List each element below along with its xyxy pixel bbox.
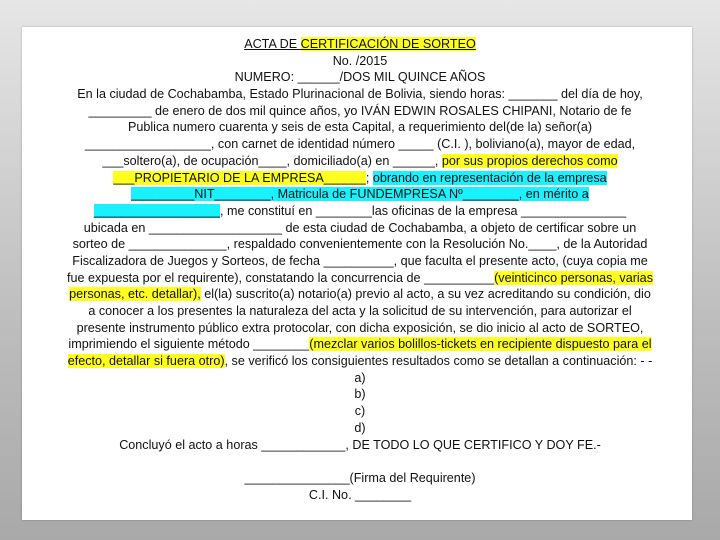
- body-line: [27, 420, 693, 437]
- body-line: [27, 170, 693, 187]
- text-segment: a): [354, 370, 366, 385]
- body-line: [27, 220, 693, 237]
- highlighted-text: _________NIT________, Matricula de FUNDEMPRESA Nº________, en mérito a: [131, 187, 589, 202]
- body-line: [27, 236, 693, 253]
- text-segment: , me constituí en ________las oficinas de la empresa _______________: [219, 203, 627, 218]
- text-segment: ___soltero(a), de ocupación____, domiciliado(a) en ______,: [102, 153, 442, 168]
- highlighted-text: personas, etc. detallar),: [69, 287, 201, 302]
- highlighted-text: por sus propios derechos como: [441, 153, 618, 168]
- body-line: [27, 336, 693, 353]
- body-line: [27, 286, 693, 303]
- body-line: [27, 186, 693, 203]
- body-line: [27, 270, 693, 287]
- document-body: [27, 36, 693, 503]
- highlighted-text: (veinticinco personas, varias: [494, 270, 653, 285]
- text-segment: presente instrumento público extra protocolar, con dicha exposición, se dio inicio al acto de SORTEO,: [76, 320, 644, 335]
- highlighted-text: obrando en representación de la empresa: [372, 170, 607, 185]
- text-segment: Publica numero cuarenta y seis de esta Capital, a requerimiento del(de la) señor(a): [127, 120, 593, 135]
- body-text: [27, 86, 693, 453]
- highlighted-text: __________________: [93, 203, 220, 218]
- text-segment: __________________, con carnet de identidad número _____ (C.I. ), boliviano(a), mayor de edad,: [84, 137, 636, 152]
- highlighted-text: (mezclar varios bolillos-tickets en recipiente dispuesto para el: [309, 337, 652, 352]
- text-segment: Concluyó el acto a horas ____________, DE TODO LO QUE CERTIFICO Y DOY FE.-: [119, 437, 601, 452]
- body-line: [27, 403, 693, 420]
- text-segment: sorteo de ______________, respaldado convenientemente con la Resolución No.____, de la Autoridad: [72, 237, 648, 252]
- body-line: [27, 103, 693, 120]
- text-segment: En la ciudad de Cochabamba, Estado Plurinacional de Bolivia, siendo horas: _______ del día de hoy,: [77, 87, 643, 102]
- text-segment: fue expuesta por el requirente), constatando la concurrencia de __________: [67, 270, 495, 285]
- highlighted-text: efecto, detallar si fuera otro): [67, 354, 225, 369]
- text-segment: a conocer a los presentes la naturaleza del acta y la solicitud de su intervención, para autorizar el: [88, 304, 632, 318]
- body-line: [27, 353, 693, 370]
- body-line: [27, 119, 693, 136]
- body-line: [27, 153, 693, 170]
- ci-line: C.I. No. ________: [308, 487, 412, 502]
- text-segment: d): [354, 420, 366, 435]
- body-line: [27, 370, 693, 387]
- signature-line: _______________(Firma del Requirente): [244, 470, 476, 485]
- body-line: [27, 203, 693, 220]
- numero-line: NUMERO: ______/DOS MIL QUINCE AÑOS: [234, 70, 486, 85]
- number-line: No. /2015: [332, 53, 388, 68]
- title-line: [27, 36, 693, 53]
- blank-line: [27, 453, 693, 470]
- text-segment: ;: [365, 170, 373, 185]
- title-prefix: ACTA DE: [244, 37, 301, 51]
- body-line: [27, 253, 693, 270]
- text-segment: c): [354, 404, 366, 419]
- body-line: [27, 386, 693, 403]
- title-highlight: CERTIFICACIÓN DE SORTEO: [300, 37, 476, 51]
- highlighted-text: ___PROPIETARIO DE LA EMPRESA______: [113, 170, 366, 185]
- body-line: [27, 86, 693, 103]
- text-segment: ubicada en ___________________ de esta ciudad de Cochabamba, a objeto de certificar sobre un: [83, 220, 637, 235]
- text-segment: imprimiendo el siguiente método ________: [68, 337, 310, 352]
- text-segment: b): [354, 387, 366, 402]
- text-segment: , se verificó los consiguientes resultados como se detallan a continuación: - -: [224, 354, 653, 369]
- text-segment: Fiscalizadora de Juegos y Sorteos, de fecha __________, que faculta el presente acto, (cuya copia me: [72, 253, 648, 268]
- body-line: [27, 303, 693, 320]
- body-line: [27, 136, 693, 153]
- text-segment: el(la) suscrito(a) notario(a) previo al acto, a su vez acreditando su condición, dio: [200, 287, 651, 302]
- text-segment: _________ de enero de dos mil quince años, yo IVÁN EDWIN ROSALES CHIPANI, Notario de fe: [88, 103, 632, 118]
- body-line: [27, 320, 693, 337]
- document-title: [244, 37, 476, 51]
- body-line: [27, 437, 693, 454]
